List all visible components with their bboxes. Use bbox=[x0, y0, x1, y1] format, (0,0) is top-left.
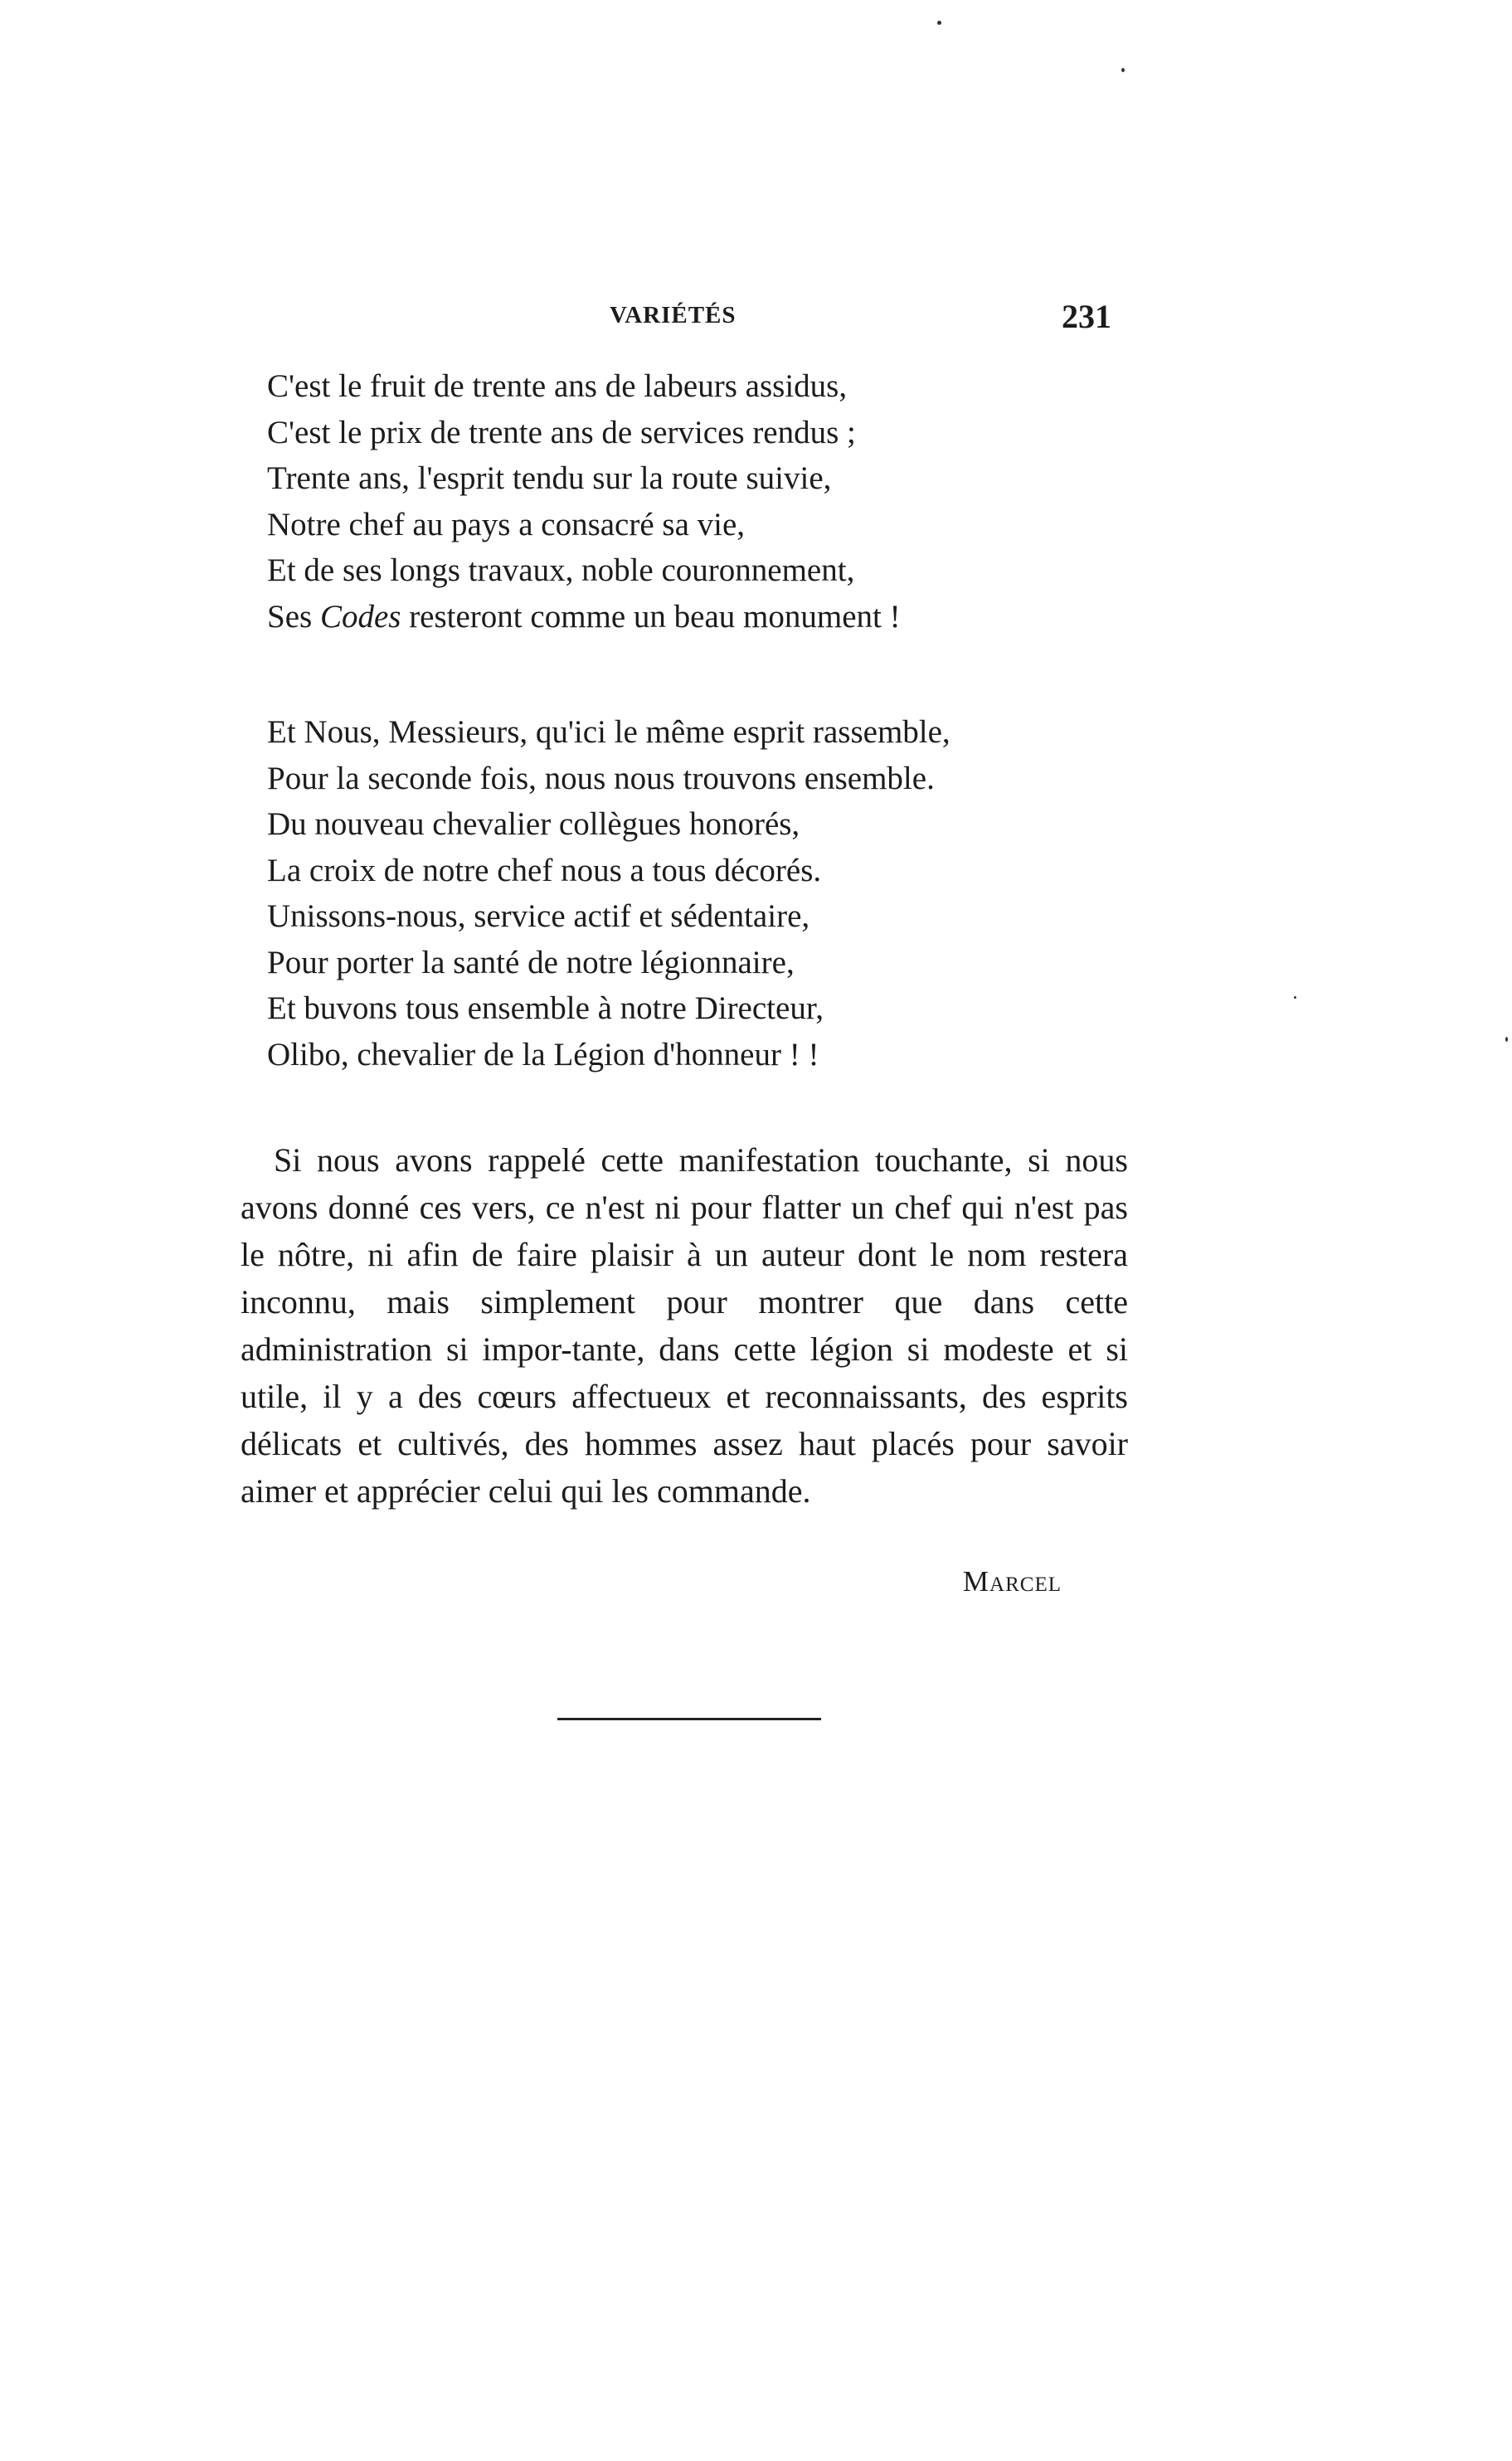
running-head bbox=[241, 297, 1111, 338]
paper-speck bbox=[1294, 996, 1296, 999]
verse-line: C'est le prix de trente ans de services rendus ; bbox=[267, 414, 856, 450]
verse-fragment: resteront comme un beau monument ! bbox=[401, 598, 901, 635]
paper-speck bbox=[1505, 1037, 1508, 1042]
poem-stanza-2 bbox=[267, 709, 1138, 1077]
verse-line: Et Nous, Messieurs, qu'ici le même esprit rassemble, bbox=[267, 714, 950, 750]
verse-fragment: Ses bbox=[267, 598, 320, 635]
verse-line: Olibo, chevalier de la Légion d'honneur ! ! bbox=[267, 1036, 819, 1072]
prose-text: Si nous avons rappelé cette manifestation touchante, si nous avons donné ces vers, ce n'est ni pour flatter un chef qui n'est pas le nôtre, ni afin de faire plaisir à un auteur dont le nom restera inconnu, mais simplement pour montrer que dans cette administration si impor-tante, dans cette légion si modeste et si utile, il y a des cœurs affectueux et reconnaissants, des esprits délicats et cultivés, des hommes assez haut placés pour savoir aimer et apprécier celui qui les commande. bbox=[241, 1141, 1128, 1510]
verse-line: La croix de notre chef nous a tous décorés. bbox=[267, 852, 822, 888]
verse-line: Et de ses longs travaux, noble couronnement, bbox=[267, 552, 855, 588]
verse-line bbox=[267, 594, 1138, 640]
verse-line: Et buvons tous ensemble à notre Directeur, bbox=[267, 990, 824, 1026]
verse-line: Trente ans, l'esprit tendu sur la route suivie, bbox=[267, 460, 832, 496]
author-signature: Marcel bbox=[962, 1565, 1062, 1598]
prose-paragraph bbox=[241, 1136, 1128, 1515]
verse-line: C'est le fruit de trente ans de labeurs assidus, bbox=[267, 368, 848, 404]
verse-line: Du nouveau chevalier collègues honorés, bbox=[267, 806, 800, 842]
italic-title-codes: Codes bbox=[319, 598, 401, 635]
running-title: VARIÉTÉS bbox=[610, 302, 737, 328]
page-number: 231 bbox=[1062, 298, 1111, 335]
verse-line: Pour porter la santé de notre légionnaire, bbox=[267, 944, 795, 980]
paper-speck bbox=[1121, 68, 1125, 72]
closing-rule bbox=[557, 1718, 821, 1720]
verse-line: Notre chef au pays a consacré sa vie, bbox=[267, 506, 746, 542]
poem-stanza-1 bbox=[267, 363, 1138, 640]
verse-line: Unissons-nous, service actif et sédentaire, bbox=[267, 898, 810, 934]
paper-speck bbox=[937, 21, 941, 25]
verse-line: Pour la seconde fois, nous nous trouvons ensemble. bbox=[267, 760, 935, 796]
